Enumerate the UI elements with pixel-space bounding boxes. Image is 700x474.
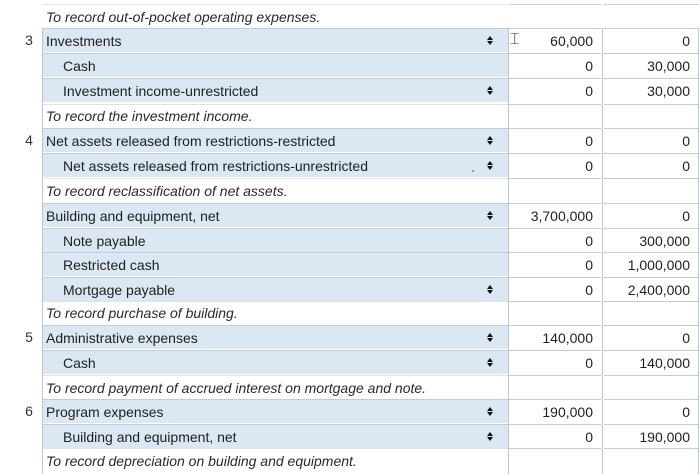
- column-divider: [42, 28, 43, 474]
- entry-number: [20, 178, 38, 202]
- debit-field[interactable]: [509, 4, 601, 28]
- account-select-arrows[interactable]: [484, 350, 496, 374]
- row: [0, 301, 700, 323]
- account-select-arrows[interactable]: [484, 28, 496, 52]
- chevron-up-icon: [487, 136, 493, 140]
- chevron-down-icon: [487, 338, 493, 342]
- entry-number: 5: [25, 329, 33, 345]
- credit-field[interactable]: [604, 277, 698, 301]
- row: [0, 350, 700, 374]
- debit-field[interactable]: [509, 375, 601, 399]
- account-label: Cash: [63, 57, 96, 74]
- chevron-down-icon: [487, 290, 493, 294]
- debit-value: 0: [585, 354, 593, 371]
- credit-field[interactable]: [604, 28, 698, 52]
- account-field: [42, 277, 508, 301]
- account-field: [42, 28, 508, 52]
- credit-field[interactable]: [604, 153, 698, 177]
- account-select-arrows[interactable]: [484, 277, 496, 301]
- credit-value: 0: [682, 403, 690, 420]
- credit-value: 140,000: [639, 354, 690, 371]
- credit-field[interactable]: [604, 104, 698, 126]
- account-label: Investment income-unrestricted: [63, 82, 259, 99]
- account-label: To record reclassification of net assets.: [46, 182, 288, 199]
- account-field: [42, 78, 508, 102]
- debit-field[interactable]: [509, 448, 601, 472]
- row: [0, 28, 700, 52]
- debit-field[interactable]: [509, 53, 601, 77]
- row: [0, 448, 700, 472]
- entry-number: [20, 301, 38, 323]
- account-field: [42, 252, 508, 276]
- row: [0, 424, 700, 448]
- credit-value: 0: [682, 157, 690, 174]
- account-field: [42, 203, 508, 227]
- account-field: [42, 228, 508, 252]
- entry-number: [20, 153, 38, 177]
- debit-field[interactable]: [509, 424, 601, 448]
- account-field: [42, 399, 508, 423]
- credit-field[interactable]: [604, 4, 698, 28]
- chevron-up-icon: [487, 211, 493, 215]
- credit-value: 30,000: [647, 82, 690, 99]
- account-label: To record the investment income.: [46, 107, 253, 124]
- account-select-arrows[interactable]: [484, 325, 496, 349]
- account-label: Net assets released from restrictions-unrestricted: [63, 157, 368, 174]
- credit-value: 0: [682, 32, 690, 49]
- row: [0, 128, 700, 152]
- credit-field[interactable]: [604, 375, 698, 399]
- row: [0, 375, 700, 399]
- debit-value: 0: [585, 157, 593, 174]
- account-label: To record depreciation on building and equipment.: [46, 452, 357, 469]
- row: [0, 178, 700, 202]
- account-label: Program expenses: [46, 403, 164, 420]
- credit-field[interactable]: [604, 350, 698, 374]
- column-divider: [602, 28, 603, 474]
- credit-field[interactable]: [604, 228, 698, 252]
- chevron-down-icon: [487, 166, 493, 170]
- chevron-up-icon: [487, 432, 493, 436]
- chevron-down-icon: [487, 412, 493, 416]
- entry-number: [20, 53, 38, 77]
- account-field: [42, 104, 508, 126]
- debit-field[interactable]: [509, 252, 601, 276]
- debit-field[interactable]: [509, 153, 601, 177]
- debit-field[interactable]: [509, 277, 601, 301]
- account-label: Cash: [63, 354, 96, 371]
- credit-field[interactable]: [604, 424, 698, 448]
- entry-number: [20, 350, 38, 374]
- column-divider: [508, 28, 509, 474]
- entry-number: [20, 228, 38, 252]
- credit-field[interactable]: [604, 78, 698, 102]
- account-field: [42, 4, 508, 28]
- debit-value: 0: [585, 256, 593, 273]
- chevron-down-icon: [487, 437, 493, 441]
- entry-number: 4: [25, 132, 33, 148]
- chevron-down-icon: [487, 216, 493, 220]
- credit-value: 0: [682, 329, 690, 346]
- account-field: [42, 153, 508, 177]
- account-field: [42, 301, 508, 323]
- credit-value: 1,000,000: [627, 256, 690, 273]
- debit-value: 60,000: [550, 32, 593, 49]
- entry-number: [20, 104, 38, 126]
- row: [0, 228, 700, 252]
- row: [0, 399, 700, 423]
- account-label: Mortgage payable: [63, 281, 176, 298]
- row: [0, 53, 700, 77]
- entry-number: [20, 252, 38, 276]
- debit-value: 0: [585, 132, 593, 149]
- entry-number: [20, 203, 38, 227]
- credit-value: 300,000: [639, 232, 690, 249]
- account-select-arrows[interactable]: [484, 424, 496, 448]
- account-field: [42, 128, 508, 152]
- account-label: Building and equipment, net: [63, 428, 237, 445]
- row: [0, 203, 700, 227]
- credit-field[interactable]: [604, 399, 698, 423]
- chevron-up-icon: [487, 358, 493, 362]
- debit-value: 0: [585, 232, 593, 249]
- chevron-up-icon: [487, 407, 493, 411]
- account-select-arrows[interactable]: [484, 399, 496, 423]
- credit-field[interactable]: [604, 252, 698, 276]
- account-field: [42, 375, 508, 399]
- credit-field[interactable]: [604, 448, 698, 472]
- credit-value: 2,400,000: [627, 281, 690, 298]
- debit-field[interactable]: [509, 203, 601, 227]
- entry-number: [20, 375, 38, 399]
- account-select-arrows[interactable]: [484, 203, 496, 227]
- debit-value: 0: [585, 428, 593, 445]
- account-field: [42, 325, 508, 349]
- row: [0, 325, 700, 349]
- column-divider: [698, 28, 699, 474]
- entry-number: [20, 4, 38, 28]
- credit-field[interactable]: [604, 53, 698, 77]
- chevron-down-icon: [487, 41, 493, 45]
- chevron-up-icon: [487, 36, 493, 40]
- credit-field[interactable]: [604, 178, 698, 202]
- row: [0, 277, 700, 301]
- account-select-arrows[interactable]: [484, 153, 496, 177]
- account-label: To record purchase of building.: [46, 304, 238, 321]
- account-label: Note payable: [63, 232, 146, 249]
- debit-value: 140,000: [542, 329, 593, 346]
- credit-field[interactable]: [604, 325, 698, 349]
- debit-value: 190,000: [542, 403, 593, 420]
- text-cursor-icon: ⌶: [510, 29, 520, 48]
- chevron-down-icon: [487, 363, 493, 367]
- account-field: [42, 424, 508, 448]
- entry-number: [20, 277, 38, 301]
- debit-value: 3,700,000: [530, 207, 593, 224]
- debit-field[interactable]: [509, 178, 601, 202]
- chevron-up-icon: [487, 333, 493, 337]
- account-label: Investments: [46, 32, 122, 49]
- credit-value: 30,000: [647, 57, 690, 74]
- account-label: To record out-of-pocket operating expenses.: [46, 8, 321, 25]
- account-label: To record payment of accrued interest on mortgage and note.: [46, 379, 427, 396]
- row: [0, 153, 700, 177]
- account-field: [42, 350, 508, 374]
- debit-field[interactable]: [509, 399, 601, 423]
- debit-value: 0: [585, 57, 593, 74]
- account-field: [42, 53, 508, 77]
- chevron-up-icon: [487, 285, 493, 289]
- debit-field[interactable]: [509, 104, 601, 126]
- chevron-up-icon: [487, 86, 493, 90]
- chevron-up-icon: [487, 161, 493, 165]
- account-select-arrows[interactable]: [484, 78, 496, 102]
- credit-value: 0: [682, 132, 690, 149]
- row: [0, 104, 700, 126]
- entry-number: 6: [25, 403, 33, 419]
- account-label: Net assets released from restrictions-restricted: [46, 132, 336, 149]
- credit-value: 190,000: [639, 428, 690, 445]
- debit-field[interactable]: [509, 128, 601, 152]
- debit-value: 0: [585, 281, 593, 298]
- stray-dot: [472, 170, 474, 172]
- row: [0, 252, 700, 276]
- debit-field[interactable]: [509, 78, 601, 102]
- credit-field[interactable]: [604, 203, 698, 227]
- entry-number: [20, 78, 38, 102]
- debit-field[interactable]: [509, 228, 601, 252]
- row: [0, 78, 700, 102]
- credit-value: 0: [682, 207, 690, 224]
- entry-number: [20, 448, 38, 472]
- account-field: [42, 178, 508, 202]
- debit-value: 0: [585, 82, 593, 99]
- chevron-down-icon: [487, 141, 493, 145]
- credit-field[interactable]: [604, 128, 698, 152]
- account-label: Administrative expenses: [46, 329, 198, 346]
- credit-field[interactable]: [604, 301, 698, 323]
- account-label: Building and equipment, net: [46, 207, 220, 224]
- account-label: Restricted cash: [63, 256, 160, 273]
- debit-field[interactable]: [509, 350, 601, 374]
- account-select-arrows[interactable]: [484, 128, 496, 152]
- entry-number: 3: [25, 32, 33, 48]
- account-field: [42, 448, 508, 472]
- row: [0, 4, 700, 28]
- debit-field[interactable]: [509, 325, 601, 349]
- debit-field[interactable]: [509, 301, 601, 323]
- debit-field[interactable]: [509, 28, 601, 52]
- chevron-down-icon: [487, 91, 493, 95]
- entry-number: [20, 424, 38, 448]
